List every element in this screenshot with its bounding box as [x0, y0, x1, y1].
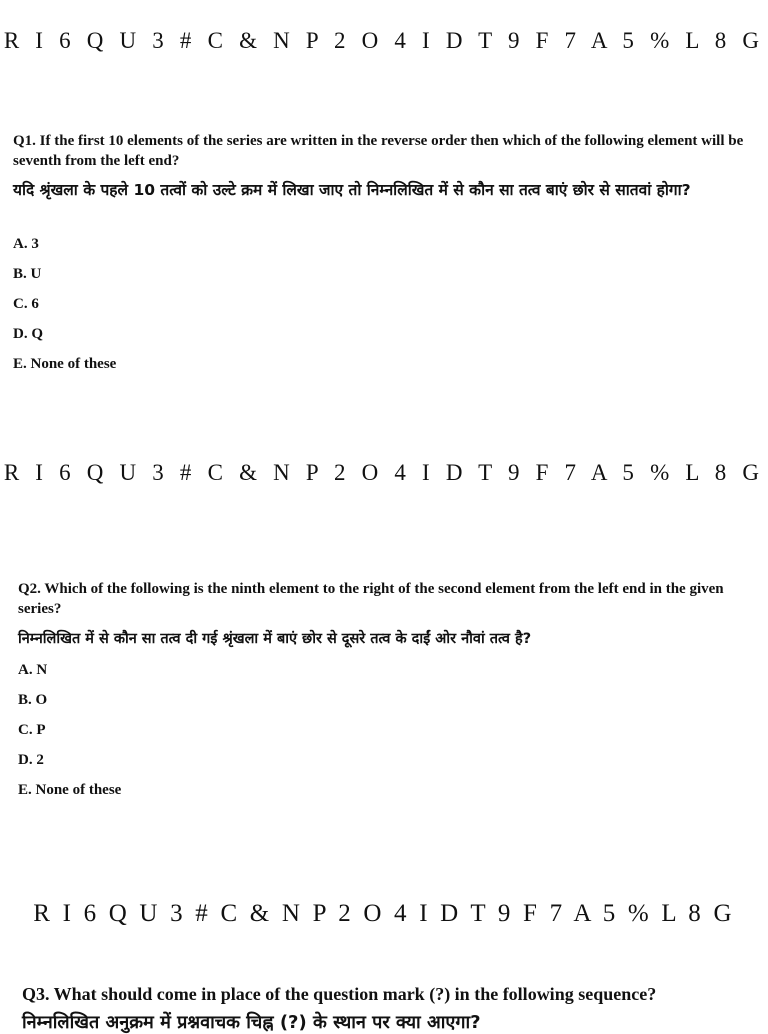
series-line-1: R I 6 Q U 3 # C & N P 2 O 4 I D T 9 F 7 A 5 % L 8 G	[3, 28, 765, 53]
question-1-option-b: B. U	[13, 266, 42, 282]
series-line-3: R I 6 Q U 3 # C & N P 2 O 4 I D T 9 F 7 A 5 % L 8 G	[33, 900, 735, 927]
question-1-english: Q1. If the first 10 elements of the series are written in the reverse order then which of the following element will be seventh from the left end?	[13, 133, 744, 169]
question-2-option-e: E. None of these	[18, 782, 122, 798]
question-1-option-c: C. 6	[13, 296, 39, 312]
series-line-2: R I 6 Q U 3 # C & N P 2 O 4 I D T 9 F 7 A 5 % L 8 G	[3, 460, 765, 485]
question-2-option-a: A. N	[18, 662, 48, 678]
question-1-hindi: यदि श्रृंखला के पहले 10 तत्वों को उल्टे क्रम में लिखा जाए तो निम्नलिखित में से कौन सा तत्व बाएं छोर से सातवां होगा?	[13, 181, 691, 199]
question-2-option-d: D. 2	[18, 752, 44, 768]
question-3-hindi: निम्नलिखित अनुक्रम में प्रश्नवाचक चिह्न (?) के स्थान पर क्या आएगा?	[22, 1012, 481, 1033]
question-2-hindi: निम्नलिखित में से कौन सा तत्व दी गई श्रृंखला में बाएं छोर से दूसरे तत्व के दाईं ओर नौवां तत्व है?	[18, 631, 532, 647]
question-3-english: Q3. What should come in place of the question mark (?) in the following sequence?	[22, 984, 657, 1004]
question-2-option-c: C. P	[18, 722, 46, 738]
question-1-option-d: D. Q	[13, 326, 43, 342]
question-1-option-e: E. None of these	[13, 356, 117, 372]
question-1-option-a: A. 3	[13, 236, 39, 252]
question-2-english: Q2. Which of the following is the ninth element to the right of the second element from the left end in the given series?	[18, 581, 724, 617]
question-2-option-b: B. O	[18, 692, 48, 708]
